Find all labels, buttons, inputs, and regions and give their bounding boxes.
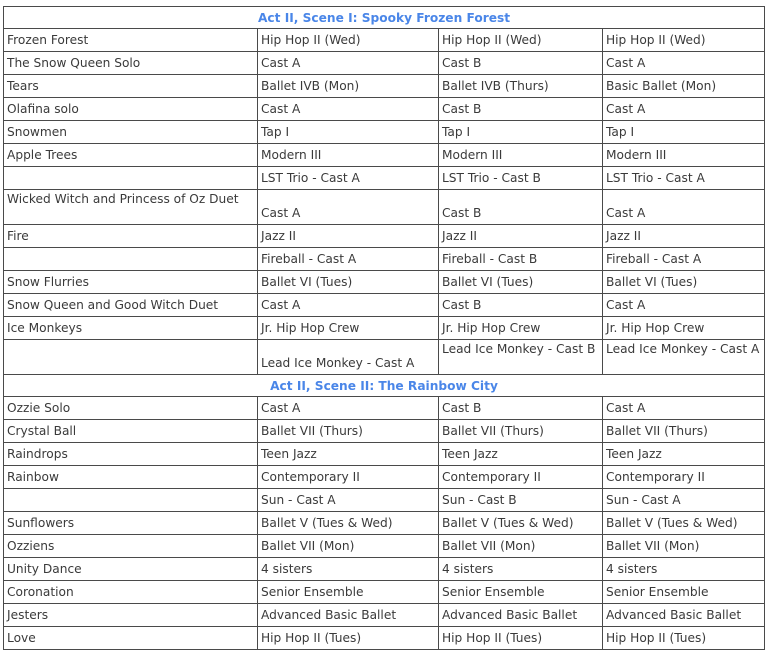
cast-cell: 4 sisters (258, 558, 439, 581)
dance-name: Snowmen (4, 121, 258, 144)
cast-cell: LST Trio - Cast A (258, 167, 439, 190)
dance-name: Wicked Witch and Princess of Oz Duet (4, 190, 258, 225)
cast-cell: Hip Hop II (Tues) (258, 627, 439, 650)
cast-cell: Teen Jazz (439, 443, 603, 466)
cast-cell: Cast A (603, 190, 765, 225)
cast-cell: Advanced Basic Ballet (603, 604, 765, 627)
cast-cell: Ballet VII (Mon) (258, 535, 439, 558)
table-row (4, 627, 765, 650)
casting-schedule-table (3, 6, 765, 650)
table-row (4, 581, 765, 604)
table-row (4, 604, 765, 627)
cast-cell: Hip Hop II (Tues) (439, 627, 603, 650)
cast-cell: Sun - Cast A (258, 489, 439, 512)
dance-name: Rainbow (4, 466, 258, 489)
cast-cell: Jr. Hip Hop Crew (603, 317, 765, 340)
table-row (4, 466, 765, 489)
table-row (4, 98, 765, 121)
cast-cell: Sun - Cast B (439, 489, 603, 512)
dance-name: Tears (4, 75, 258, 98)
table-row (4, 225, 765, 248)
cast-cell: Lead Ice Monkey - Cast A (603, 340, 765, 375)
cast-cell: 4 sisters (439, 558, 603, 581)
dance-name: Frozen Forest (4, 29, 258, 52)
table-row (4, 340, 765, 375)
table-row (4, 512, 765, 535)
table-row (4, 535, 765, 558)
dance-name: Fire (4, 225, 258, 248)
table-row (4, 75, 765, 98)
section-header-row (4, 7, 765, 29)
cast-cell: Cast A (258, 190, 439, 225)
cast-cell: Ballet VI (Tues) (439, 271, 603, 294)
cast-cell: Tap I (439, 121, 603, 144)
dance-name (4, 167, 258, 190)
dance-name (4, 248, 258, 271)
table-row (4, 558, 765, 581)
table-row (4, 52, 765, 75)
table-row (4, 420, 765, 443)
cast-cell: Jr. Hip Hop Crew (258, 317, 439, 340)
cast-cell: Cast B (439, 98, 603, 121)
cast-cell: Ballet VII (Mon) (439, 535, 603, 558)
cast-cell: Hip Hop II (Tues) (603, 627, 765, 650)
cast-cell: Contemporary II (603, 466, 765, 489)
cast-cell: Tap I (258, 121, 439, 144)
cast-cell: Jazz II (603, 225, 765, 248)
table-row (4, 144, 765, 167)
cast-cell: Ballet VI (Tues) (603, 271, 765, 294)
cast-cell: Cast A (603, 98, 765, 121)
table-row (4, 489, 765, 512)
cast-cell: Ballet VII (Thurs) (439, 420, 603, 443)
cast-cell: Senior Ensemble (439, 581, 603, 604)
cast-cell: Cast A (258, 397, 439, 420)
cast-cell: Sun - Cast A (603, 489, 765, 512)
cast-cell: Ballet V (Tues & Wed) (258, 512, 439, 535)
cast-cell: Lead Ice Monkey - Cast A (258, 340, 439, 375)
dance-name (4, 340, 258, 375)
cast-cell: Tap I (603, 121, 765, 144)
section-title: Act II, Scene II: The Rainbow City (4, 375, 765, 397)
cast-cell: LST Trio - Cast A (603, 167, 765, 190)
cast-cell: Cast B (439, 190, 603, 225)
cast-cell: Teen Jazz (603, 443, 765, 466)
dance-name: Ozziens (4, 535, 258, 558)
cast-cell: Cast A (258, 52, 439, 75)
dance-name: Snow Queen and Good Witch Duet (4, 294, 258, 317)
cast-cell: LST Trio - Cast B (439, 167, 603, 190)
cast-cell: Hip Hop II (Wed) (439, 29, 603, 52)
cast-cell: 4 sisters (603, 558, 765, 581)
cast-cell: Ballet IVB (Mon) (258, 75, 439, 98)
cast-cell: Modern III (439, 144, 603, 167)
dance-name: Crystal Ball (4, 420, 258, 443)
cast-cell: Cast A (603, 397, 765, 420)
dance-name: Olafina solo (4, 98, 258, 121)
cast-cell: Jazz II (258, 225, 439, 248)
cast-cell: Senior Ensemble (258, 581, 439, 604)
dance-name: Raindrops (4, 443, 258, 466)
table-row (4, 397, 765, 420)
cast-cell: Ballet VII (Thurs) (603, 420, 765, 443)
dance-name: Coronation (4, 581, 258, 604)
cast-cell: Cast A (258, 98, 439, 121)
dance-name: Ozzie Solo (4, 397, 258, 420)
section-title: Act II, Scene I: Spooky Frozen Forest (4, 7, 765, 29)
cast-cell: Basic Ballet (Mon) (603, 75, 765, 98)
dance-name: Snow Flurries (4, 271, 258, 294)
table-row (4, 167, 765, 190)
cast-cell: Cast B (439, 52, 603, 75)
cast-cell: Ballet VI (Tues) (258, 271, 439, 294)
cast-cell: Jazz II (439, 225, 603, 248)
cast-cell: Ballet VII (Mon) (603, 535, 765, 558)
cast-cell: Hip Hop II (Wed) (603, 29, 765, 52)
cast-cell: Lead Ice Monkey - Cast B (439, 340, 603, 375)
cast-cell: Fireball - Cast A (258, 248, 439, 271)
cast-cell: Hip Hop II (Wed) (258, 29, 439, 52)
table-row (4, 121, 765, 144)
table-row (4, 317, 765, 340)
dance-name: Unity Dance (4, 558, 258, 581)
cast-cell: Teen Jazz (258, 443, 439, 466)
cast-cell: Fireball - Cast B (439, 248, 603, 271)
dance-name: Love (4, 627, 258, 650)
dance-name: Sunflowers (4, 512, 258, 535)
cast-cell: Contemporary II (258, 466, 439, 489)
cast-cell: Advanced Basic Ballet (439, 604, 603, 627)
cast-cell: Jr. Hip Hop Crew (439, 317, 603, 340)
table-row (4, 271, 765, 294)
cast-cell: Modern III (258, 144, 439, 167)
cast-cell: Senior Ensemble (603, 581, 765, 604)
cast-cell: Contemporary II (439, 466, 603, 489)
table-body (4, 7, 765, 650)
table-row (4, 29, 765, 52)
dance-name (4, 489, 258, 512)
cast-cell: Ballet VII (Thurs) (258, 420, 439, 443)
cast-cell: Ballet V (Tues & Wed) (439, 512, 603, 535)
dance-name: The Snow Queen Solo (4, 52, 258, 75)
cast-cell: Cast B (439, 397, 603, 420)
section-header-row (4, 375, 765, 397)
cast-cell: Cast A (603, 294, 765, 317)
table-row (4, 443, 765, 466)
table-row (4, 248, 765, 271)
cast-cell: Modern III (603, 144, 765, 167)
dance-name: Ice Monkeys (4, 317, 258, 340)
cast-cell: Fireball - Cast A (603, 248, 765, 271)
cast-cell: Advanced Basic Ballet (258, 604, 439, 627)
cast-cell: Cast A (258, 294, 439, 317)
dance-name: Apple Trees (4, 144, 258, 167)
cast-cell: Cast A (603, 52, 765, 75)
cast-cell: Ballet V (Tues & Wed) (603, 512, 765, 535)
table-row (4, 294, 765, 317)
dance-name: Jesters (4, 604, 258, 627)
table-row (4, 190, 765, 225)
cast-cell: Ballet IVB (Thurs) (439, 75, 603, 98)
cast-cell: Cast B (439, 294, 603, 317)
